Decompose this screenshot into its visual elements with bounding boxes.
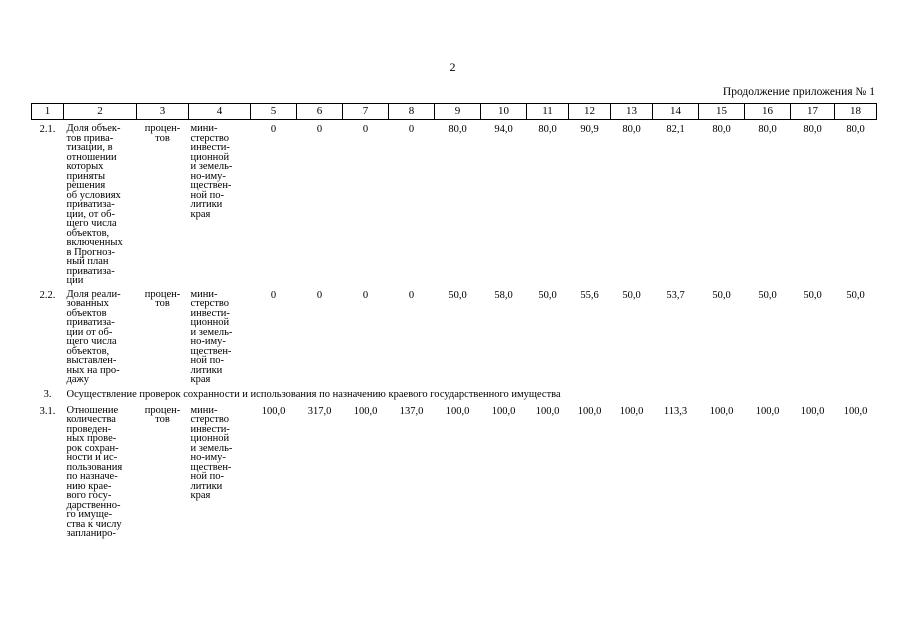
indicator-value: 80,0 (538, 124, 557, 135)
indicator-value: 50,0 (622, 289, 641, 301)
indicator-value: 80,0 (803, 124, 822, 135)
section-number: 3. (43, 388, 52, 400)
row-number: 2.1. (39, 124, 56, 135)
column-header: 8 (389, 104, 435, 120)
indicator-value: 100,0 (755, 405, 780, 417)
column-header: 14 (653, 104, 699, 120)
indicator-name: Отношение количества проведен- ных прове- рок сохран- ности и ис- пользования по назначе- нию крае- вого госу- дарственно- го имуще- ства к числу запланиро- (66, 404, 123, 539)
indicator-value: 90,9 (580, 124, 599, 135)
indicator-value: 58,0 (494, 289, 513, 301)
indicator-value: 0 (316, 289, 323, 301)
column-header: 13 (611, 104, 653, 120)
column-header: 18 (835, 104, 877, 120)
page-number: 2 (449, 60, 456, 74)
indicator-value: 100,0 (261, 405, 286, 417)
indicator-name: Доля реали- зованных объектов приватиза- ции от об- щего числа объектов, выставлен- ных на про- дажу (66, 288, 121, 385)
indicator-value: 94,0 (494, 124, 513, 135)
column-header: 4 (189, 104, 251, 120)
table-row (32, 120, 877, 286)
continuation-note: Продолжение приложения № 1 (722, 86, 875, 98)
indicator-value: 0 (316, 124, 323, 135)
indicator-value: 100,0 (353, 405, 378, 417)
indicator-value: 50,0 (846, 289, 865, 301)
unit-of-measure: процен- тов (144, 288, 181, 309)
column-header: 9 (435, 104, 481, 120)
column-header: 12 (569, 104, 611, 120)
indicator-value: 0 (408, 124, 415, 135)
section-row (32, 385, 877, 402)
unit-of-measure: процен- тов (144, 123, 181, 144)
column-header: 2 (64, 104, 137, 120)
responsible-executor: мини- стерство инвести- ционной и земель- но-иму- ществен- ной по- литики края (190, 123, 233, 220)
indicator-value: 100,0 (800, 405, 825, 417)
indicator-value: 50,0 (448, 289, 467, 301)
indicator-value: 100,0 (577, 405, 602, 417)
column-header: 16 (745, 104, 791, 120)
indicator-value: 50,0 (803, 289, 822, 301)
indicator-value: 50,0 (538, 289, 557, 301)
column-header: 6 (297, 104, 343, 120)
indicator-value: 80,0 (448, 124, 467, 135)
indicator-value: 0 (362, 124, 369, 135)
column-header: 5 (251, 104, 297, 120)
table-row (32, 286, 877, 385)
indicator-value: 113,3 (663, 405, 688, 417)
row-number: 3.1. (39, 405, 56, 417)
indicator-value: 0 (270, 124, 277, 135)
indicator-value: 50,0 (712, 289, 731, 301)
indicator-value: 100,0 (709, 405, 734, 417)
indicator-value: 53,7 (666, 289, 685, 301)
indicator-value: 0 (362, 289, 369, 301)
indicator-value: 80,0 (712, 124, 731, 135)
column-header: 7 (343, 104, 389, 120)
unit-of-measure: процен- тов (144, 404, 181, 425)
indicator-value: 82,1 (666, 124, 685, 135)
responsible-executor: мини- стерство инвести- ционной и земель- но-иму- ществен- ной по- литики края (190, 288, 233, 385)
column-header: 11 (527, 104, 569, 120)
indicator-value: 100,0 (491, 405, 516, 417)
indicator-value: 100,0 (535, 405, 560, 417)
indicator-value: 100,0 (445, 405, 470, 417)
indicator-value: 0 (270, 289, 277, 301)
indicator-value: 80,0 (622, 124, 641, 135)
indicator-value: 0 (408, 289, 415, 301)
row-number: 2.2. (39, 289, 56, 301)
column-header: 10 (481, 104, 527, 120)
indicator-value: 55,6 (580, 289, 599, 301)
indicator-value: 317,0 (307, 405, 332, 417)
responsible-executor: мини- стерство инвести- ционной и земель- но-иму- ществен- ной по- литики края (190, 404, 233, 501)
column-header: 1 (32, 104, 64, 120)
table-header-row (32, 104, 877, 120)
indicator-table (31, 103, 877, 539)
column-header: 17 (791, 104, 835, 120)
indicator-value: 137,0 (399, 405, 424, 417)
indicator-name: Доля объек- тов прива- тизации, в отношении которых приняты решения об условиях приватиза- ции, от об- щего числа объектов, включенных в Прогноз- ный план приватиза- ции (66, 123, 123, 286)
indicator-value: 50,0 (758, 289, 777, 301)
indicator-value: 80,0 (758, 124, 777, 135)
indicator-value: 80,0 (846, 124, 865, 135)
indicator-value: 100,0 (619, 405, 644, 417)
column-header: 3 (137, 104, 189, 120)
table-row (32, 402, 877, 539)
section-title: Осуществление проверок сохранности и использования по назначению краевого государственного имущества (66, 388, 561, 400)
column-header: 15 (699, 104, 745, 120)
indicator-value: 100,0 (843, 405, 868, 417)
